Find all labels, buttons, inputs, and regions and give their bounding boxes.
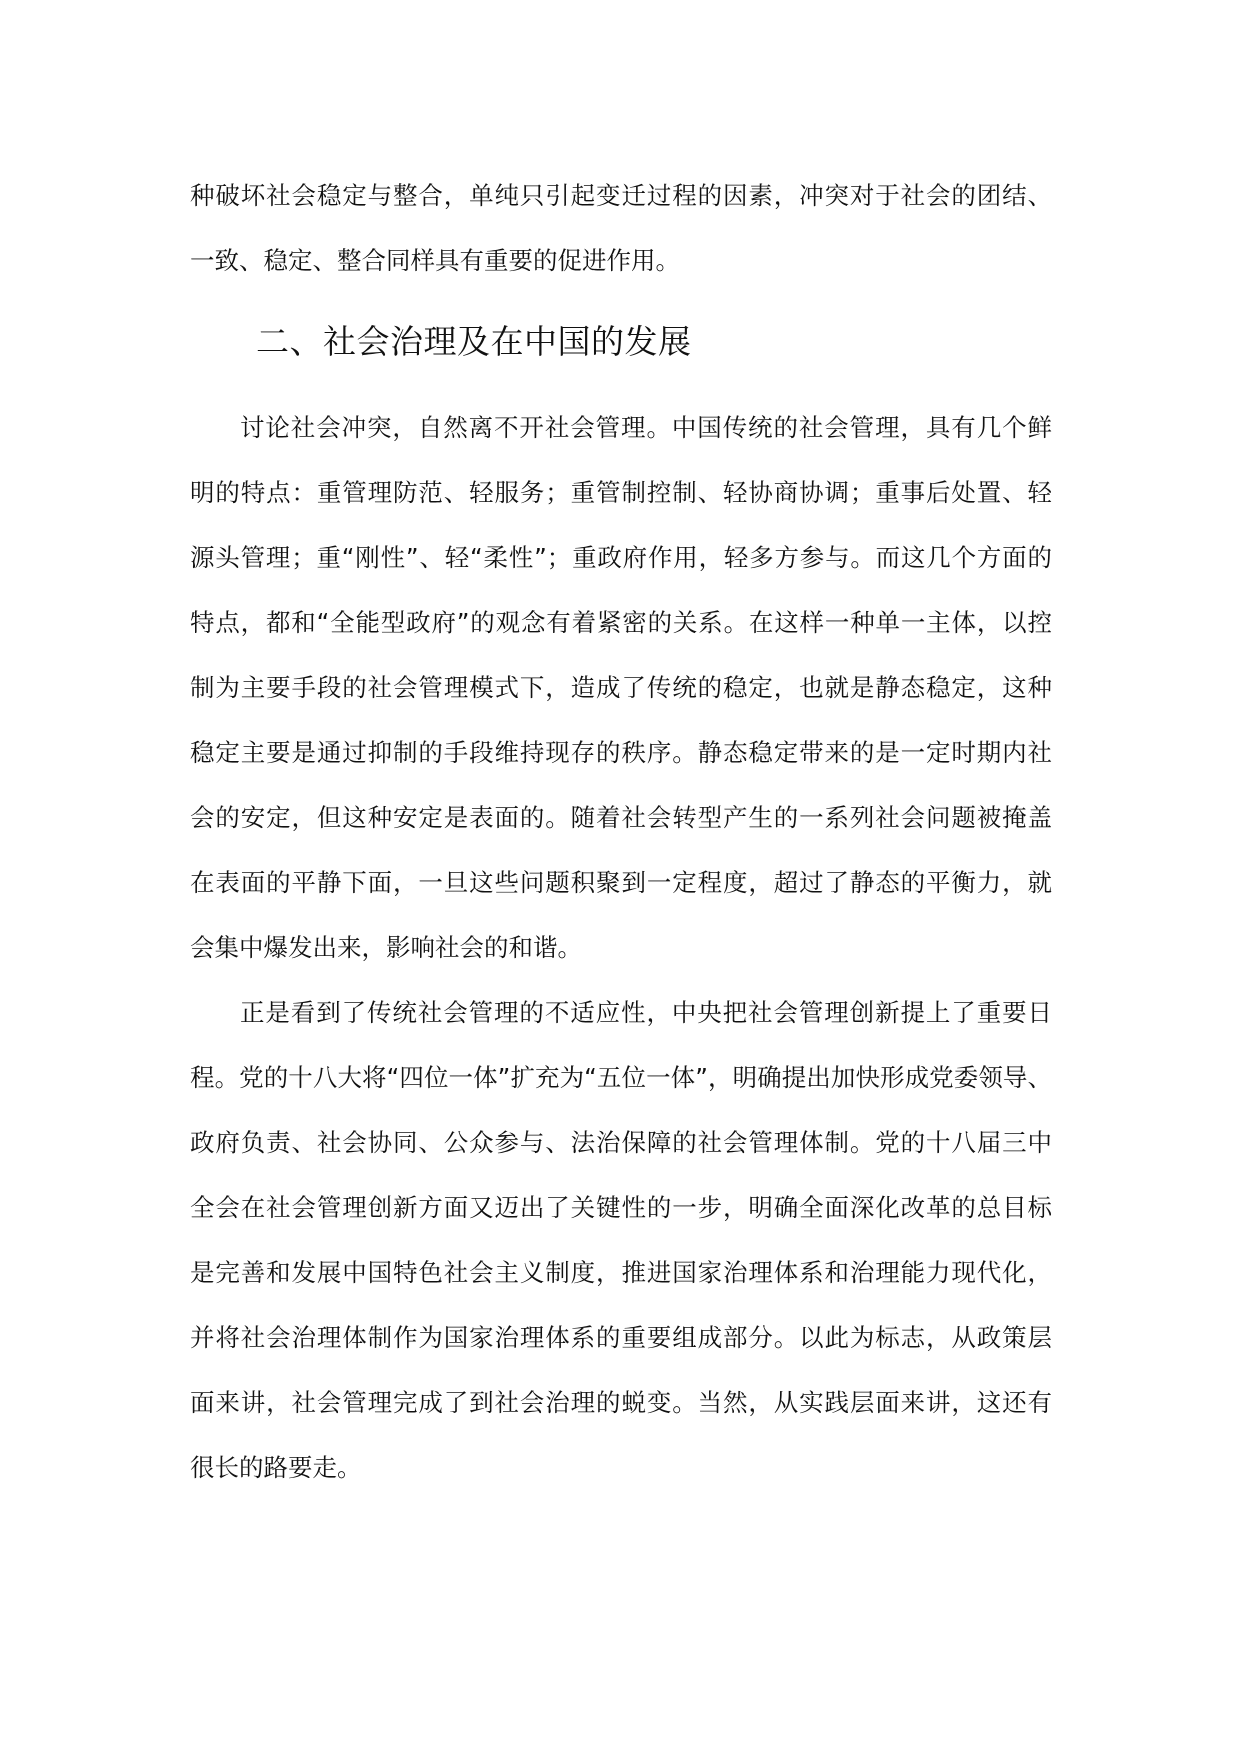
section-heading: 二、社会治理及在中国的发展 — [256, 322, 692, 361]
text-line: 一致、稳定、整合同样具有重要的促进作用。 — [190, 246, 680, 275]
text-line: 是完善和发展中国特色社会主义制度，推进国家治理体系和治理能力现代化， — [190, 1258, 1052, 1287]
paragraph-continuation — [190, 163, 1052, 293]
text-line: 特点，都和“全能型政府”的观念有着紧密的关系。在这样一种单一主体，以控 — [190, 608, 1052, 637]
text-line: 稳定主要是通过抑制的手段维持现存的秩序。静态稳定带来的是一定时期内社 — [190, 738, 1052, 767]
text-line: 程。党的十八大将“四位一体”扩充为“五位一体”，明确提出加快形成党委领导、 — [190, 1063, 1052, 1092]
text-line: 正是看到了传统社会管理的不适应性，中央把社会管理创新提上了重要日 — [240, 998, 1052, 1027]
text-line: 政府负责、社会协同、公众参与、法治保障的社会管理体制。党的十八届三中 — [190, 1128, 1052, 1157]
text-line: 面来讲，社会管理完成了到社会治理的蜕变。当然，从实践层面来讲，这还有 — [190, 1388, 1052, 1417]
text-line: 在表面的平静下面，一旦这些问题积聚到一定程度，超过了静态的平衡力，就 — [190, 868, 1052, 897]
paragraph-governance-reform — [190, 980, 1052, 1500]
text-line: 源头管理；重“刚性”、轻“柔性”；重政府作用，轻多方参与。而这几个方面的 — [190, 543, 1052, 572]
text-line: 种破坏社会稳定与整合，单纯只引起变迁过程的因素，冲突对于社会的团结、 — [190, 181, 1052, 210]
text-line: 会集中爆发出来，影响社会的和谐。 — [190, 933, 582, 962]
text-line: 并将社会治理体制作为国家治理体系的重要组成部分。以此为标志，从政策层 — [190, 1323, 1052, 1352]
paragraph-social-management — [190, 395, 1052, 980]
text-line: 制为主要手段的社会管理模式下，造成了传统的稳定，也就是静态稳定，这种 — [190, 673, 1052, 702]
text-line: 讨论社会冲突，自然离不开社会管理。中国传统的社会管理，具有几个鲜 — [240, 413, 1052, 442]
text-line: 全会在社会管理创新方面又迈出了关键性的一步，明确全面深化改革的总目标 — [190, 1193, 1052, 1222]
text-line: 很长的路要走。 — [190, 1453, 362, 1482]
text-line: 明的特点：重管理防范、轻服务；重管制控制、轻协商协调；重事后处置、轻 — [190, 478, 1052, 507]
text-line: 会的安定，但这种安定是表面的。随着社会转型产生的一系列社会问题被掩盖 — [190, 803, 1052, 832]
